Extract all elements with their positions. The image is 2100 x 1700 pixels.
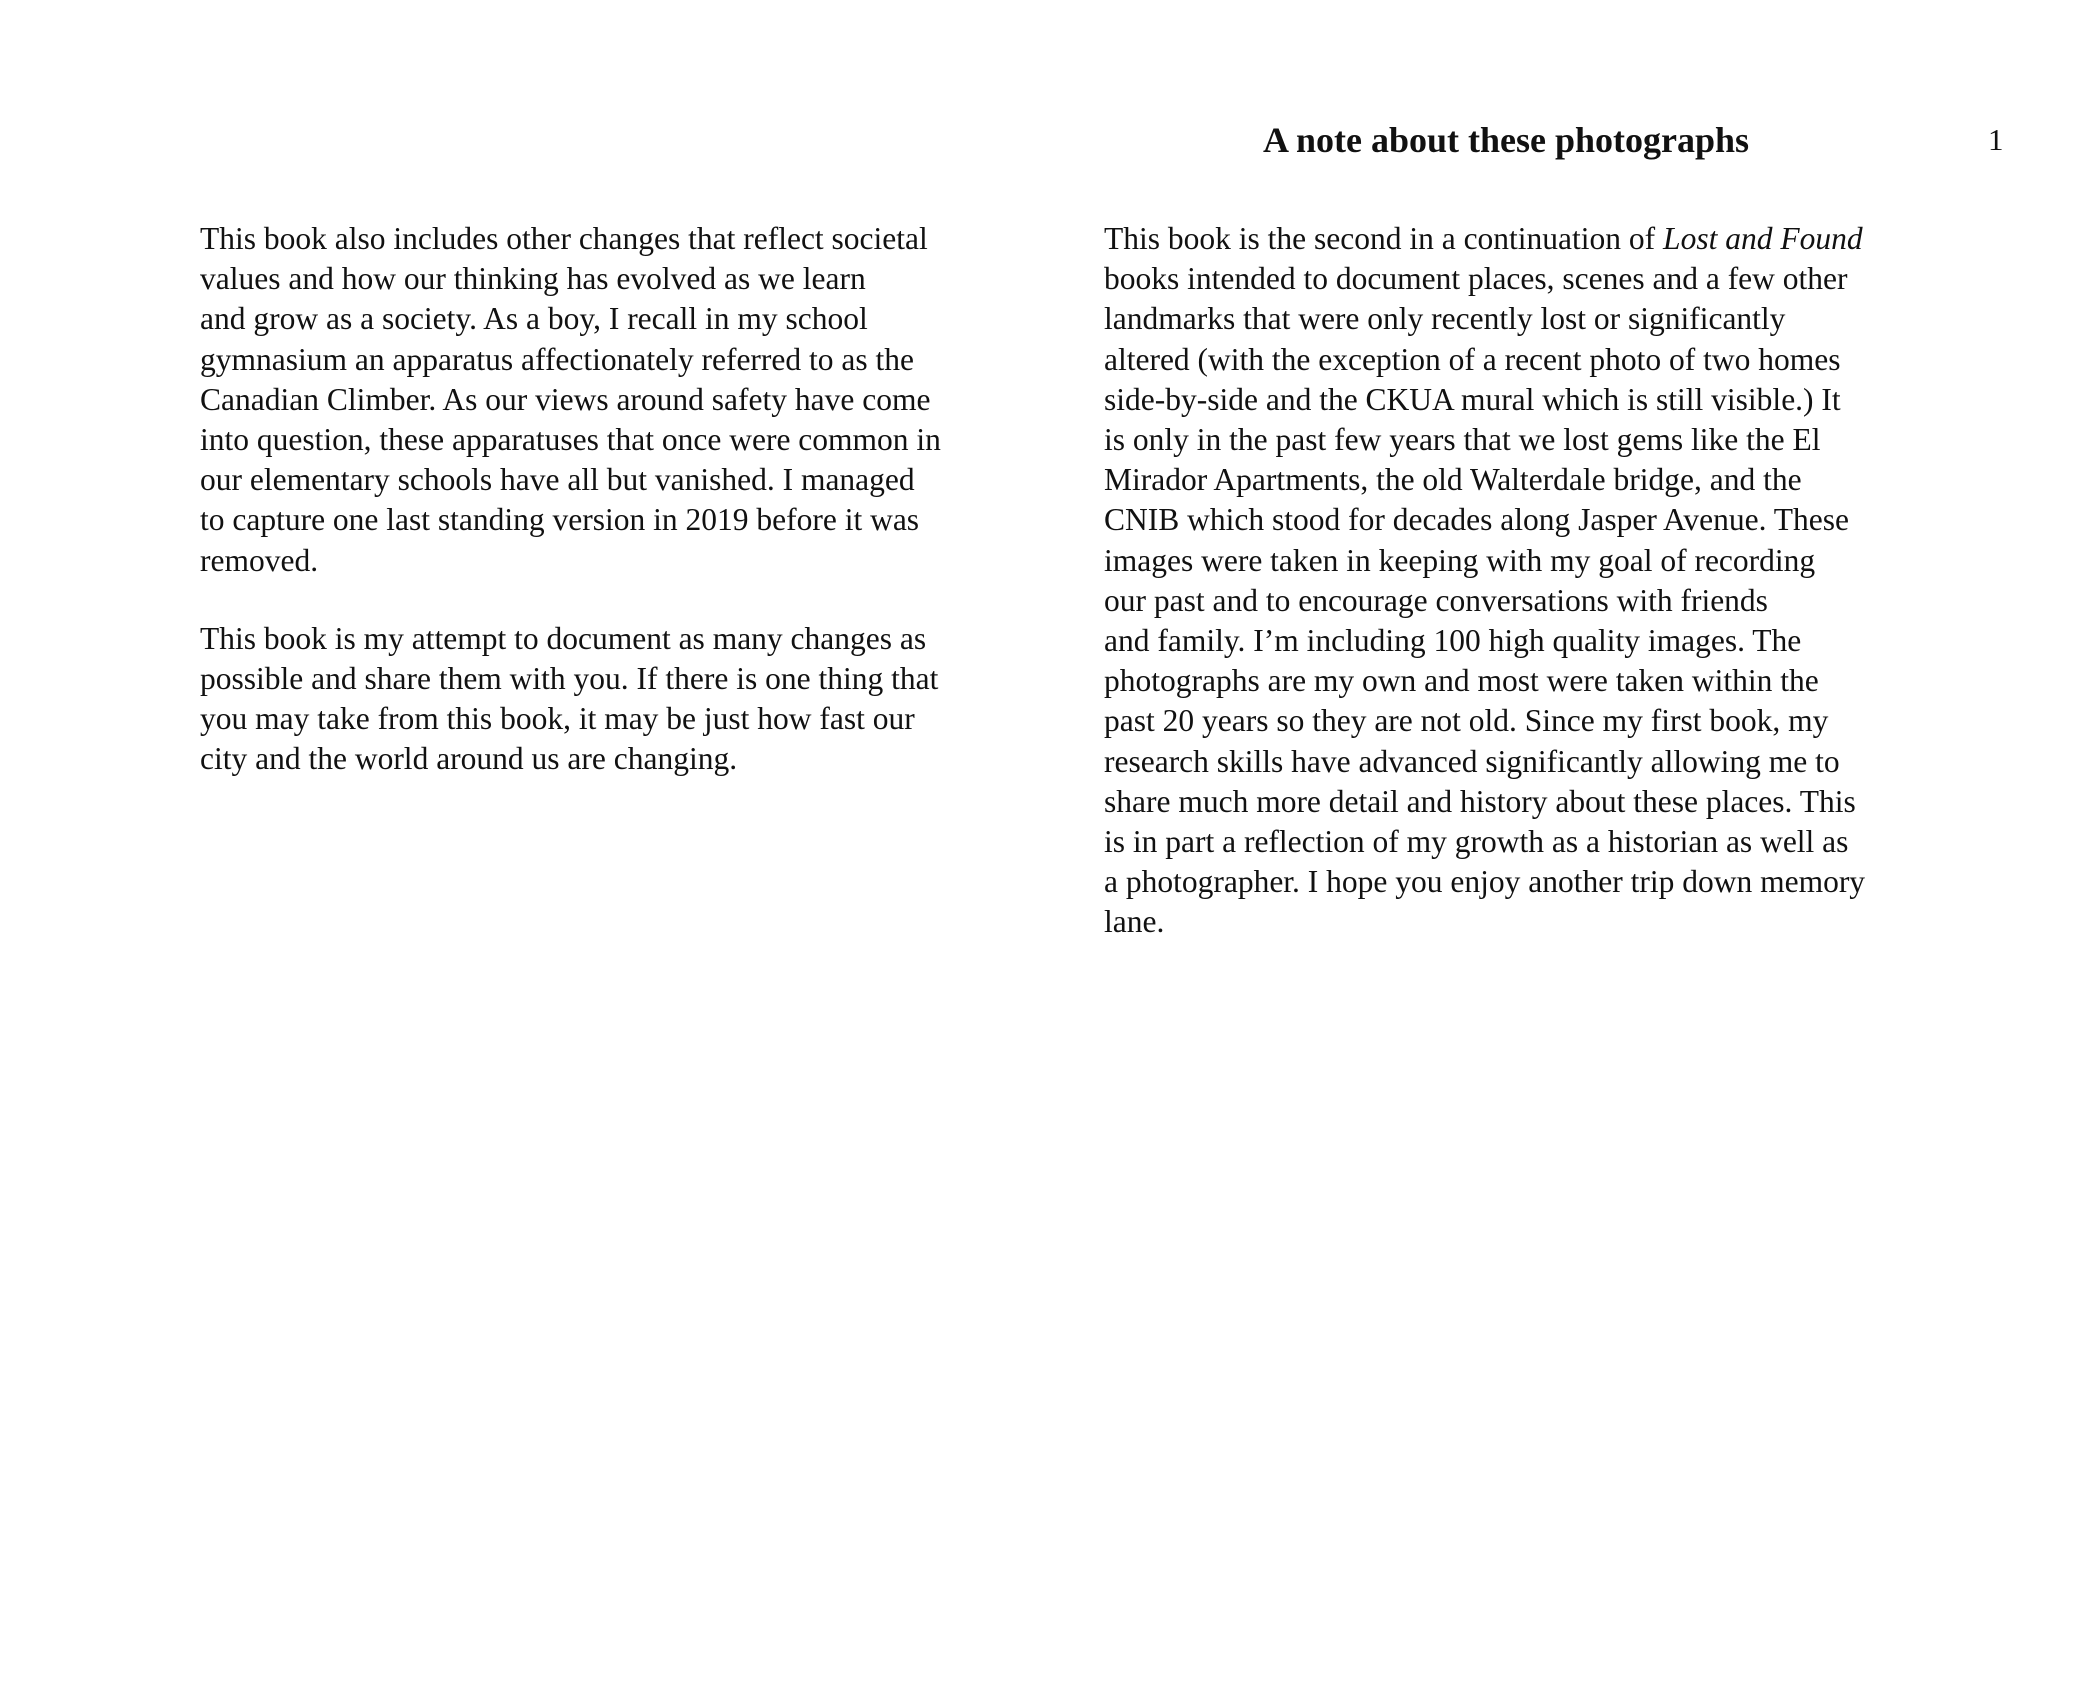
text-line: past 20 years so they are not old. Since my first book, my [1104, 703, 1829, 739]
text-line: images were taken in keeping with my goal of recording [1104, 542, 1816, 578]
text-line: removed. [200, 542, 319, 578]
text-line: books intended to document places, scenes and a few other [1104, 261, 1848, 297]
text-line: a photographer. I hope you enjoy another trip down memory [1104, 864, 1866, 900]
text-line: research skills have advanced significantly allowing me to [1104, 743, 1840, 779]
text-line: gymnasium an apparatus affectionately referred to as the [200, 341, 914, 377]
text-line: is only in the past few years that we lost gems like the El [1104, 422, 1821, 458]
text-line: CNIB which stood for decades along Jasper Avenue. These [1104, 502, 1850, 538]
text-line: landmarks that were only recently lost or significantly [1104, 301, 1786, 337]
text-run: This book is the second in a continuation of [1104, 221, 1664, 256]
text-line: city and the world around us are changing. [200, 741, 738, 777]
text-line: is in part a reflection of my growth as a historian as well as [1104, 824, 1849, 860]
text-line: Mirador Apartments, the old Walterdale bridge, and the [1104, 462, 1802, 498]
left-paragraph-1 [200, 219, 1010, 581]
text-line: into question, these apparatuses that once were common in [200, 422, 941, 458]
right-paragraph-1 [1104, 219, 1934, 943]
text-line: Canadian Climber. As our views around safety have come [200, 381, 931, 417]
text-line: to capture one last standing version in 2019 before it was [200, 502, 920, 538]
text-line: and grow as a society. As a boy, I recall in my school [200, 301, 868, 337]
right-page-column [1104, 219, 1934, 981]
text-line [1104, 219, 1934, 259]
text-line: our past and to encourage conversations with friends [1104, 582, 1768, 618]
text-line: photographs are my own and most were taken within the [1104, 663, 1819, 699]
text-line: This book is my attempt to document as many changes as [200, 620, 927, 656]
text-line: This book also includes other changes that reflect societal [200, 221, 928, 256]
text-line: side-by-side and the CKUA mural which is still visible.) It [1104, 381, 1841, 417]
text-line: lane. [1104, 904, 1165, 940]
text-line: our elementary schools have all but vanished. I managed [200, 462, 915, 498]
text-line: and family. I’m including 100 high quality images. The [1104, 623, 1802, 659]
text-line: possible and share them with you. If there is one thing that [200, 661, 939, 697]
text-line: share much more detail and history about these places. This [1104, 783, 1856, 819]
book-title-italic: Lost and Found [1663, 221, 1863, 256]
text-line: you may take from this book, it may be just how fast our [200, 701, 915, 737]
text-line: values and how our thinking has evolved as we learn [200, 261, 866, 297]
left-page-column [200, 219, 1010, 818]
page-title: A note about these photographs [1263, 120, 1750, 160]
left-paragraph-2 [200, 619, 1010, 780]
text-line: altered (with the exception of a recent photo of two homes [1104, 341, 1841, 377]
page-number: 1 [1988, 122, 2004, 157]
